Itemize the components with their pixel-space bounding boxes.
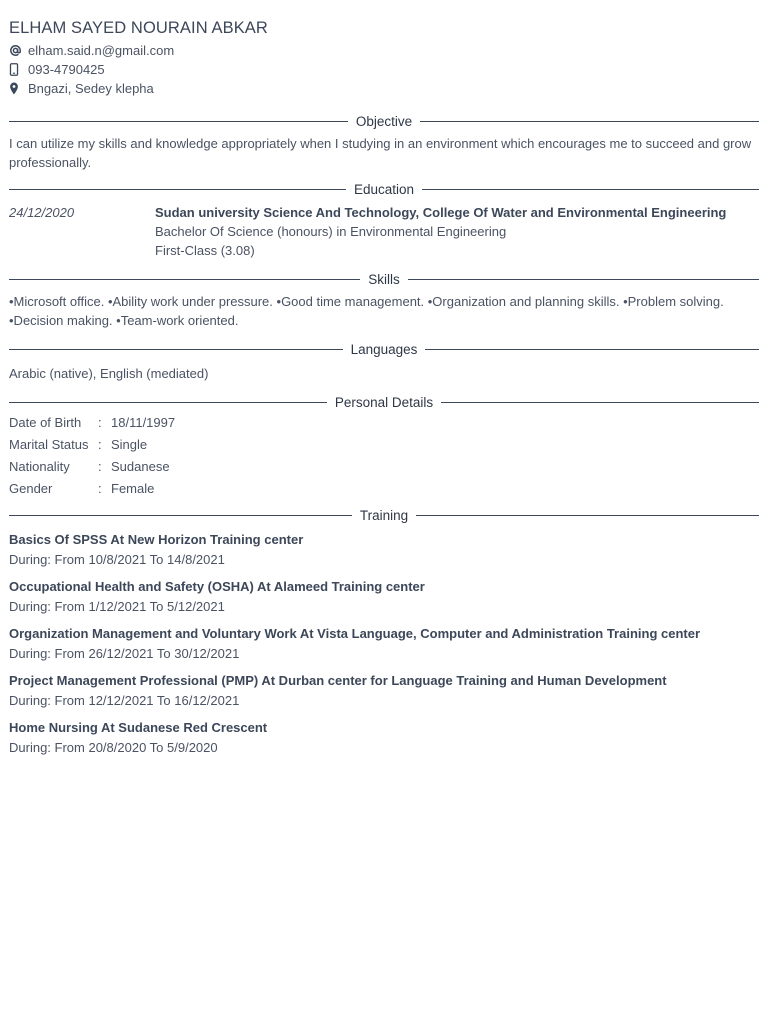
training-dates: During: From 10/8/2021 To 14/8/2021 <box>9 552 225 567</box>
email-text: elham.said.n@gmail.com <box>28 43 175 58</box>
detail-value: Sudanese <box>111 459 170 474</box>
section-title: Objective <box>355 113 413 129</box>
skills-text: •Microsoft office. •Ability work under pressure. •Good time management. •Organization and planning skills. •Problem solving. •Decision making. •Team-work oriented. <box>9 294 724 328</box>
training-dates: During: From 20/8/2020 To 5/9/2020 <box>9 740 218 755</box>
training-item <box>9 623 759 664</box>
personal-detail-row <box>9 412 759 434</box>
training-item <box>9 529 759 570</box>
detail-colon: : <box>98 415 102 430</box>
section-title: Training <box>359 507 409 523</box>
personal-detail-row <box>9 478 759 500</box>
education-date: 24/12/2020 <box>9 205 75 220</box>
divider <box>9 121 348 122</box>
education-details <box>155 203 726 260</box>
divider <box>9 279 360 280</box>
detail-label: Marital Status <box>9 437 89 452</box>
training-dates: During: From 1/12/2021 To 5/12/2021 <box>9 599 225 614</box>
at-icon <box>9 44 28 57</box>
personal-details-heading <box>9 392 759 412</box>
skills-heading <box>9 269 759 289</box>
map-pin-icon <box>9 82 28 95</box>
section-title: Languages <box>350 341 418 357</box>
phone-row <box>9 60 759 79</box>
education-grade: First-Class (3.08) <box>155 243 255 258</box>
email-row <box>9 41 759 60</box>
location-row <box>9 79 759 98</box>
training-list <box>9 529 759 758</box>
detail-value: 18/11/1997 <box>111 415 176 430</box>
objective-heading <box>9 111 759 131</box>
training-dates: During: From 12/12/2021 To 16/12/2021 <box>9 693 240 708</box>
training-title: Organization Management and Voluntary Work At Vista Language, Computer and Administration Training center <box>9 626 701 641</box>
candidate-name: ELHAM SAYED NOURAIN ABKAR <box>9 19 268 37</box>
training-dates: During: From 26/12/2021 To 30/12/2021 <box>9 646 240 661</box>
divider <box>422 189 759 190</box>
divider <box>420 121 759 122</box>
detail-colon: : <box>98 437 102 452</box>
training-heading <box>9 505 759 525</box>
mobile-phone-icon <box>9 63 28 76</box>
personal-detail-row <box>9 434 759 456</box>
divider <box>9 515 352 516</box>
section-title: Education <box>353 181 415 197</box>
divider <box>9 402 327 403</box>
education-school: Sudan university Science And Technology, College Of Water and Environmental Engineering <box>155 205 727 220</box>
detail-label: Date of Birth <box>9 415 82 430</box>
personal-details-table <box>9 412 759 500</box>
divider <box>9 349 343 350</box>
section-title: Personal Details <box>334 394 434 410</box>
objective-text: I can utilize my skills and knowledge appropriately when I studying in an environment which encourages me to succeed and grow professionally. <box>9 136 752 170</box>
detail-colon: : <box>98 481 102 496</box>
detail-value: Single <box>111 437 148 452</box>
detail-colon: : <box>98 459 102 474</box>
divider <box>408 279 759 280</box>
personal-detail-row <box>9 456 759 478</box>
languages-text: Arabic (native), English (mediated) <box>9 366 209 381</box>
training-title: Basics Of SPSS At New Horizon Training center <box>9 532 304 547</box>
training-item <box>9 670 759 711</box>
section-title: Skills <box>368 271 400 287</box>
training-item <box>9 717 759 758</box>
education-degree: Bachelor Of Science (honours) in Environmental Engineering <box>155 224 507 239</box>
training-item <box>9 576 759 617</box>
resume-page <box>9 16 759 764</box>
divider <box>9 189 346 190</box>
languages-heading <box>9 339 759 359</box>
education-heading <box>9 179 759 199</box>
training-title: Home Nursing At Sudanese Red Crescent <box>9 720 268 735</box>
divider <box>425 349 759 350</box>
detail-label: Nationality <box>9 459 70 474</box>
detail-value: Female <box>111 481 155 496</box>
phone-text: 093-4790425 <box>28 62 105 77</box>
location-text: Bngazi, Sedey klepha <box>28 81 154 96</box>
training-title: Occupational Health and Safety (OSHA) At Alameed Training center <box>9 579 425 594</box>
divider <box>416 515 759 516</box>
detail-label: Gender <box>9 481 53 496</box>
training-title: Project Management Professional (PMP) At Durban center for Language Training and Human Development <box>9 673 667 688</box>
education-entry <box>9 203 759 260</box>
divider <box>441 402 759 403</box>
